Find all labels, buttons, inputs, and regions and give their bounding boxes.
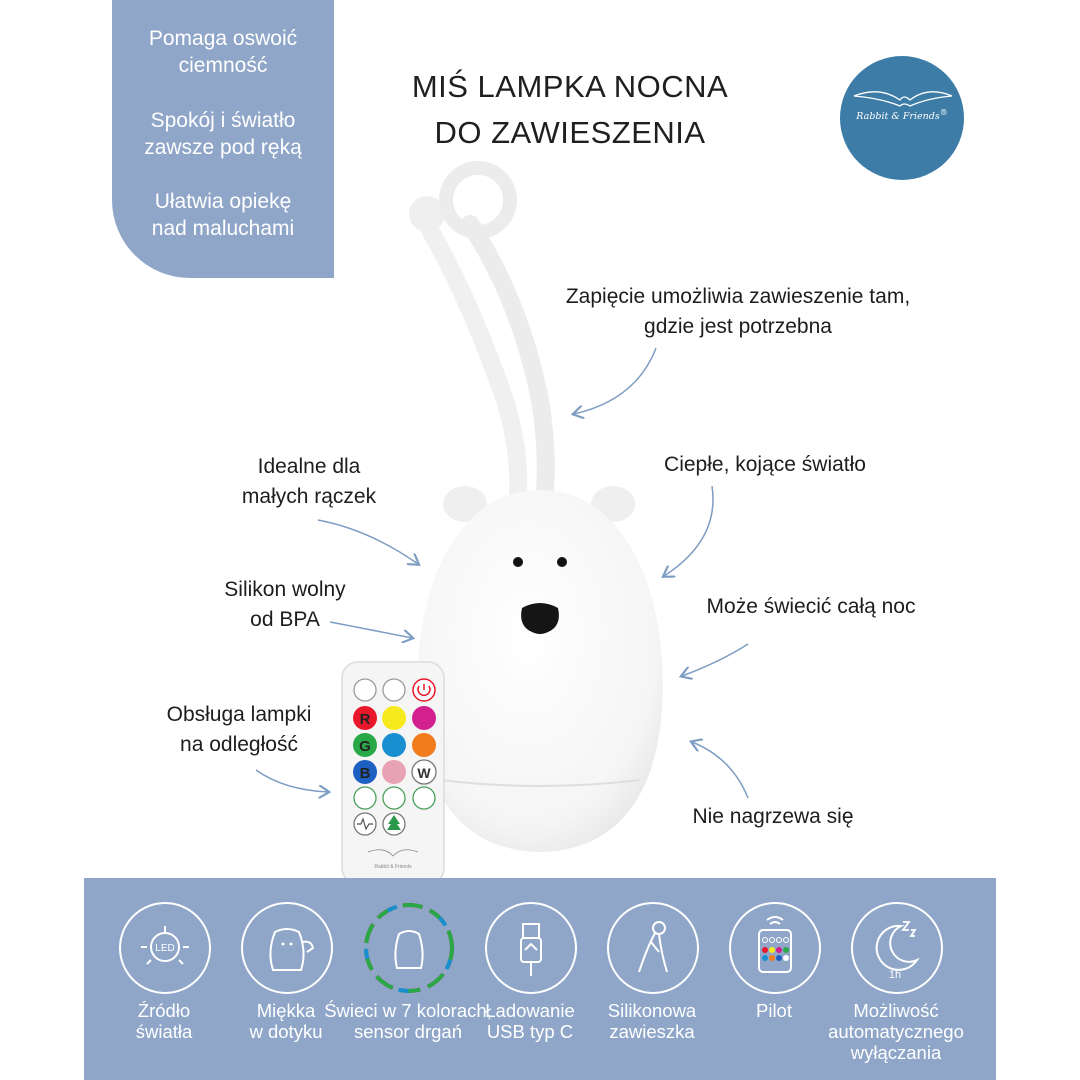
feature-care: Ułatwia opiekę nad maluchami: [151, 190, 295, 240]
callout-clip: Zapięcie umożliwia zawieszenie tam, gdzie jest potrzebna: [565, 285, 911, 338]
callout-all-night: Może świecić całą noc: [706, 595, 916, 618]
color-bear-icon: [363, 902, 457, 996]
feature-label: Świeci w 7 kolorach, sensor drgań: [324, 1000, 492, 1042]
callout-small-hands: Idealne dla małych rączek: [241, 455, 377, 508]
feature-label: Możliwość automatycznego wyłączania: [828, 1000, 964, 1063]
page-title: MIŚ LAMPKA NOCNA DO ZAWIESZENIA: [411, 69, 729, 150]
led-text: LED: [155, 943, 175, 954]
brand-logo: [840, 56, 964, 180]
feature-label: Źródło światła: [135, 1000, 193, 1042]
feature-usb-c: [462, 878, 602, 1080]
remote-brand: Rabbit & Friends: [374, 864, 412, 870]
feature-label: Pilot: [756, 1000, 792, 1021]
remote-icon: [729, 902, 823, 996]
feature-label: Silikonowa zawieszka: [607, 1000, 697, 1042]
feature-soft-touch: [218, 878, 358, 1080]
feature-auto-off: [828, 878, 968, 1080]
remote-label-r: R: [359, 711, 371, 728]
callout-remote: Obsługa lampki na odległość: [166, 703, 312, 756]
silicone-strap: [409, 168, 546, 492]
moon-timer-icon: [851, 902, 945, 996]
usb-c-icon: [485, 902, 579, 996]
callout-bpa-free: Silikon wolny od BPA: [224, 578, 346, 631]
bear-lamp: [417, 486, 663, 852]
led-bulb-icon: [119, 902, 213, 996]
timer-text: 1h: [888, 969, 902, 981]
feature-led-source: [96, 878, 236, 1080]
features-card: [112, 0, 334, 278]
remote-label-g: G: [359, 738, 371, 755]
feature-seven-colors: [324, 878, 492, 1080]
callout-no-heat: Nie nagrzewa się: [692, 805, 854, 828]
brand-name: Rabbit & Friends®: [856, 108, 948, 123]
silicone-strap-icon: [607, 902, 701, 996]
bear-touch-icon: [241, 902, 335, 996]
feature-calm-light: Spokój i światło zawsze pod ręką: [144, 109, 302, 159]
feature-label: Ładowanie USB typ C: [485, 1000, 575, 1042]
remote-label-w: W: [417, 765, 431, 781]
features-band: [84, 878, 996, 1080]
remote-label-b: B: [359, 765, 371, 782]
feature-label: Miękka w dotyku: [249, 1000, 323, 1042]
feature-silicone-strap: [584, 878, 724, 1080]
callout-warm-light: Ciepłe, kojące światło: [664, 453, 866, 476]
feature-darkness: Pomaga oswoić ciemność: [148, 27, 298, 77]
remote-control: [342, 662, 444, 880]
